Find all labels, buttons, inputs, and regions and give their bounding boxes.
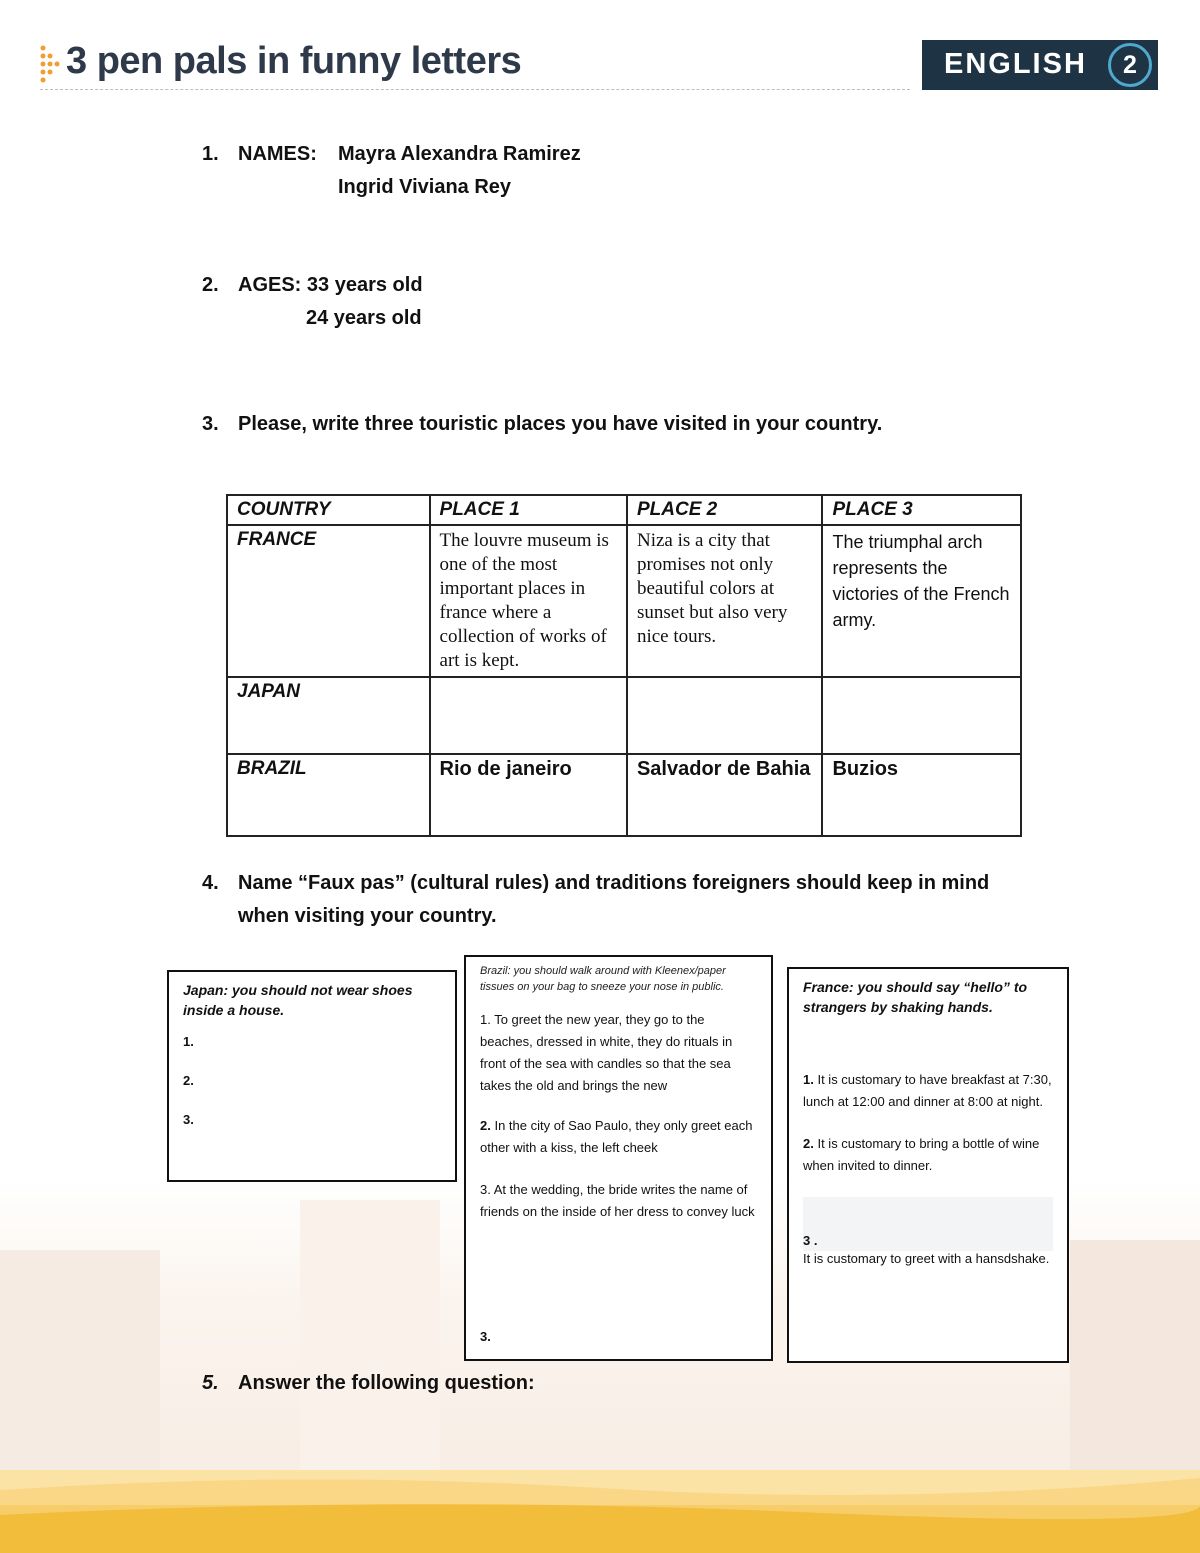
japan-faux-pas-box — [167, 970, 457, 1182]
badge-label: ENGLISH — [944, 48, 1087, 80]
table-row — [227, 525, 1021, 677]
list-item — [803, 1133, 1053, 1177]
background-building-shape — [0, 1250, 160, 1480]
question-number: 4. — [202, 872, 219, 894]
header-place-2: PLACE 2 — [627, 495, 823, 525]
list-item — [803, 1069, 1053, 1113]
list-item: 3. — [480, 1329, 491, 1344]
background-building-shape — [1070, 1240, 1200, 1480]
item-text: It is customary to have breakfast at 7:30, lunch at 12:00 and dinner at 8:00 at night. — [803, 1072, 1052, 1109]
list-item — [480, 1115, 757, 1159]
place-cell — [430, 677, 627, 754]
question-number: 1. — [202, 143, 219, 165]
question-4-line-2: when visiting your country. — [238, 905, 497, 927]
place-cell: Salvador de Bahia — [627, 754, 823, 836]
item-number: 2. — [803, 1136, 814, 1151]
header-place-3: PLACE 3 — [822, 495, 1021, 525]
place-cell: The triumphal arch represents the victories of the French army. — [822, 525, 1021, 677]
question-number: 5. — [202, 1372, 219, 1394]
item-number: 3 . — [803, 1233, 818, 1248]
name-1: Mayra Alexandra Ramirez — [338, 143, 581, 165]
france-box-title: France: you should say “hello” to strangers by shaking hands. — [803, 979, 1028, 1015]
country-cell: BRAZIL — [227, 754, 430, 836]
item-text: It is customary to greet with a hansdshake. — [803, 1251, 1050, 1266]
japan-box-title: Japan: you should not wear shoes inside a house. — [183, 982, 413, 1018]
question-3 — [202, 413, 882, 436]
country-cell: FRANCE — [227, 525, 430, 677]
country-cell: JAPAN — [227, 677, 430, 754]
france-faux-pas-box — [787, 967, 1069, 1363]
header-divider — [40, 89, 910, 90]
logo-dots-icon — [40, 44, 62, 84]
question-3-text: Please, write three touristic places you have visited in your country. — [238, 413, 883, 435]
english-badge — [922, 40, 1158, 90]
question-2 — [202, 274, 423, 297]
age-2: 24 years old — [306, 307, 422, 329]
footer-wave — [0, 1460, 1200, 1553]
list-item: 2. — [183, 1073, 194, 1088]
item-text: In the city of Sao Paulo, they only greet each other with a kiss, the left cheek — [480, 1118, 753, 1155]
place-cell — [627, 677, 823, 754]
name-2: Ingrid Viviana Rey — [338, 176, 512, 198]
table-row — [227, 754, 1021, 836]
names-label: NAMES: — [238, 143, 317, 165]
table-header-row — [227, 495, 1021, 525]
brazil-faux-pas-box — [464, 955, 773, 1361]
page-title: 3 pen pals in funny letters — [66, 40, 522, 82]
question-number: 3. — [202, 413, 219, 435]
badge-number: 2 — [1108, 43, 1152, 87]
question-4-line-1: Name “Faux pas” (cultural rules) and traditions foreigners should keep in mind — [238, 872, 990, 894]
place-cell: Buzios — [822, 754, 1021, 836]
place-cell: Rio de janeiro — [430, 754, 627, 836]
places-table — [226, 494, 1022, 837]
list-item: 3. — [183, 1112, 194, 1127]
list-item: 3. At the wedding, the bride writes the name of friends on the inside of her dress to convey luck — [480, 1182, 755, 1219]
place-cell: The louvre museum is one of the most important places in france where a collection of works of art is kept. — [430, 525, 627, 677]
question-4 — [202, 872, 989, 895]
question-1 — [202, 143, 317, 166]
age-1: 33 years old — [306, 274, 423, 296]
place-cell: Niza is a city that promises not only beautiful colors at sunset but also very nice tours. — [627, 525, 823, 677]
item-number: 2. — [480, 1118, 491, 1133]
item-number: 1. — [803, 1072, 814, 1087]
question-5 — [202, 1372, 535, 1395]
question-5-text: Answer the following question: — [238, 1372, 535, 1394]
question-number: 2. — [202, 274, 219, 296]
background-building-shape — [300, 1200, 440, 1480]
place-cell — [822, 677, 1021, 754]
header-country: COUNTRY — [227, 495, 430, 525]
item-text: It is customary to bring a bottle of wine when invited to dinner. — [803, 1136, 1040, 1173]
list-item: 1. To greet the new year, they go to the beaches, dressed in white, they do rituals in front of the sea with candles so that the sea takes the old and brings the new — [480, 1012, 733, 1093]
list-item: 1. — [183, 1034, 194, 1049]
table-row — [227, 677, 1021, 754]
header-place-1: PLACE 1 — [430, 495, 627, 525]
brazil-box-title: Brazil: you should walk around with Kleenex/paper tissues on your bag to sneeze your nose in public. — [480, 965, 726, 993]
ages-label: AGES: — [238, 274, 302, 296]
